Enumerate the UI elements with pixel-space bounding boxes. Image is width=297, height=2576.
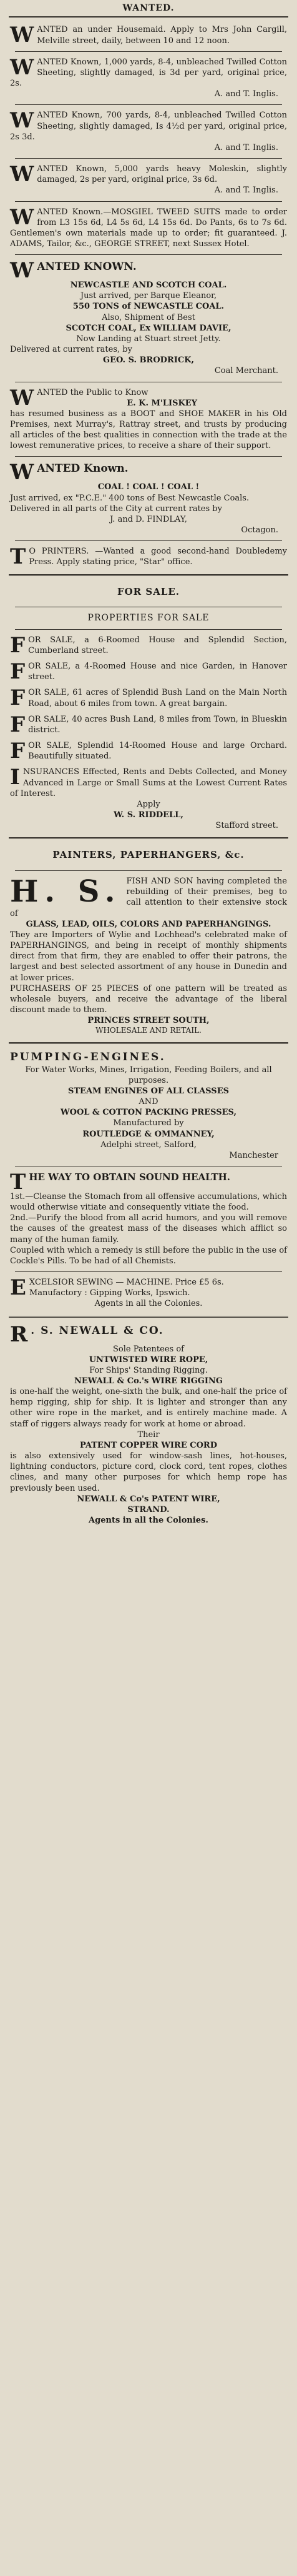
ad-line: SCOTCH COAL, Ex WILLIAM DAVIE, (66, 323, 231, 333)
ad-sale-40-acres (10, 714, 287, 735)
ad-line: STRAND. (127, 1504, 170, 1514)
ad-line: ROUTLEDGE & OMMANNEY, (82, 1129, 215, 1139)
divider (9, 574, 288, 576)
ad-cotton-sheeting-700 (10, 110, 287, 153)
ad-text: OR SALE, a 6-Roomed House and Splendid Section, Cumberland street. (28, 635, 287, 655)
drop-cap: F (10, 659, 26, 685)
divider (15, 254, 282, 255)
divider (15, 629, 282, 630)
ad-text: is also extensively used for window-sash lines, hot-houses, lightning conductors, picture cord, clock cord, tent ropes, clothes clines, and many other purposes for which hemp rope has previously been used. (10, 1451, 287, 1493)
ad-line: Sole Patentees of (113, 1344, 184, 1354)
drop-cap: T (10, 1169, 26, 1195)
ad-title: PUMPING-ENGINES. (10, 1051, 166, 1064)
ad-title: ANTED Known. (37, 462, 129, 475)
divider (15, 158, 282, 159)
ad-signature: J. and D. FINDLAY, (110, 514, 187, 524)
ad-coal-findlay (10, 462, 287, 535)
ad-insurances (10, 767, 287, 831)
ad-text: O PRINTERS. —Wanted a good second-hand Doubledemy Press. Apply stating price, "Star" office. (29, 547, 287, 567)
drop-cap: W (10, 385, 34, 410)
ad-line: STEAM ENGINES OF ALL CLASSES (68, 1086, 229, 1096)
ad-text: FISH AND SON having completed the rebuilding of their premises, beg to call attention to their extensive stock of (10, 877, 287, 918)
ad-line: 550 TONS of NEWCASTLE COAL. (72, 302, 225, 312)
ad-text: NSURANCES Effected, Rents and Debts Collected, and Money Advanced in Large or Small Sums at the Lowest Current Rates of Interest. (10, 767, 287, 798)
ad-signature: A. and T. Inglis. (214, 142, 278, 152)
ad-apply: Apply (137, 799, 160, 809)
ad-line: WOOL & COTTON PACKING PRESSES, (61, 1108, 236, 1118)
ad-line: UNTWISTED WIRE ROPE, (89, 1355, 208, 1365)
initials-logo: H. S. (10, 874, 122, 910)
ad-text: is one-half the weight, one-sixth the bulk, and one-half the price of hemp rigging, ship for ship. It is lighter and stronger than any other wire rope in the market, and is entirely machine made. A staff of riggers always ready for work at home or abroad. (10, 1387, 287, 1429)
ad-newcastle-scotch-coal (10, 260, 287, 376)
ad-text: They are Importers of Wylie and Lochhead's celebrated make of PAPERHANGINGS, and being in receipt of monthly shipments direct from that firm, they are enabled to offer their patrons, the largest and best selected assortment of any house in Dunedin and at lower prices. (10, 930, 287, 983)
divider (15, 540, 282, 541)
ad-line: AND (139, 1097, 158, 1107)
ad-signature: Octagon. (241, 525, 278, 535)
drop-cap: W (10, 108, 34, 134)
drop-cap: F (10, 738, 26, 764)
ad-text: ANTED Known.—MOSGIEL TWEED SUITS made to order from L3 15s 6d, L4 5s 6d, L4 15s 6d. Do Pants, 6s to 7s 6d. Gentlemen's own materials made up to order; fit guaranteed. J. ADAMS, Tailor, &c., GEORGE STREET, next Sussex Hotel. (10, 207, 287, 249)
ad-line: Manchester (229, 1150, 278, 1160)
ad-signature: A. and T. Inglis. (214, 186, 278, 196)
ad-sound-health (10, 1171, 287, 1266)
ad-hs-fish-and-son (10, 876, 287, 1036)
ad-housemaid (10, 24, 287, 46)
ad-tweed-suits (10, 204, 287, 250)
ad-text: ANTED an under Housemaid. Apply to Mrs John Cargill, Melville street, daily, between 10 and 12 noon. (37, 25, 287, 46)
for-sale-heading: FOR SALE. (117, 585, 180, 597)
ad-title: . S. NEWALL & CO. (31, 1324, 164, 1337)
ad-line: Their (137, 1430, 160, 1440)
divider (15, 104, 282, 105)
ad-title: ANTED KNOWN. (37, 261, 137, 274)
ad-line: Just arrived, per Barque Eleanor, (80, 291, 217, 301)
drop-cap: W (10, 204, 34, 230)
ad-goods: GLASS, LEAD, OILS, COLORS AND PAPERHANGINGS. (26, 919, 271, 929)
ad-text: PURCHASERS OF 25 PIECES of one pattern will be treated as wholesale buyers, and receive the advantage of the liberal discount made to them. (10, 983, 287, 1015)
ad-address: PRINCES STREET SOUTH, (87, 1016, 210, 1026)
divider (9, 1316, 288, 1318)
drop-cap: F (10, 632, 26, 658)
ad-line: Now Landing at Stuart street Jetty. (76, 334, 221, 344)
ad-pumping-engines (10, 1050, 287, 1161)
drop-cap: W (10, 460, 34, 485)
ad-line: COAL ! COAL ! COAL ! (97, 482, 200, 492)
drop-cap: E (10, 1275, 26, 1301)
ad-trade: WHOLESALE AND RETAIL. (95, 1026, 202, 1035)
ad-line: Manufactured by (113, 1118, 184, 1128)
ad-title: HE WAY TO OBTAIN SOUND HEALTH. (29, 1171, 231, 1183)
ad-signature: Coal Merchant. (214, 366, 278, 376)
painters-heading: PAINTERS, PAPERHANGERS, &c. (52, 849, 245, 861)
wanted-heading: WANTED. (122, 3, 175, 13)
ad-line: Agents in all the Colonies. (89, 1516, 208, 1526)
divider (15, 1271, 282, 1272)
ad-boot-shoe-maker (10, 387, 287, 452)
ad-text: OR SALE, a 4-Roomed House and nice Garden, in Hanover street. (28, 662, 287, 682)
drop-cap: W (10, 162, 34, 187)
ad-line: Also, Shipment of Best (102, 312, 195, 322)
ad-line: NEWALL & Co's PATENT WIRE, (77, 1494, 220, 1504)
ad-line: Adelphi street, Salford, (100, 1140, 197, 1150)
drop-cap: I (10, 765, 20, 790)
ad-line: NEWALL & Co.'s WIRE RIGGING (74, 1376, 223, 1386)
ad-sale-6-roomed (10, 632, 287, 658)
ad-signature: GEO. S. BRODRICK, (102, 356, 195, 366)
ad-text: Just arrived, ex "P.C.E." 400 tons of Best Newcastle Coals. (10, 493, 250, 503)
ad-text: OR SALE, 61 acres of Splendid Bush Land on the Main North Road, about 6 miles from town. A great bargain. (28, 688, 287, 709)
ad-excelsior-sewing-machine (10, 1277, 287, 1309)
ad-sale-4-roomed (10, 659, 287, 685)
ad-text: has resumed business as a BOOT and SHOE MAKER in his Old Premises, next Murray's, Rattray street, and trusts by producing all articles of the best qualities in connection with the trade at the lowest remunerative prices, to receive a share of their support. (10, 409, 287, 451)
drop-cap: F (10, 685, 26, 711)
drop-cap: F (10, 712, 26, 737)
ad-signature: Stafford street. (215, 821, 278, 831)
ad-line: NEWCASTLE AND SCOTCH COAL. (70, 281, 227, 291)
ad-line: For Ships' Standing Rigging. (89, 1365, 208, 1375)
divider (9, 1042, 288, 1044)
ad-sale-14-roomed (10, 740, 287, 762)
ad-text: OR SALE, Splendid 14-Roomed House and large Orchard. Beautifully situated. (28, 741, 287, 762)
ad-line: PATENT COPPER WIRE CORD (80, 1440, 217, 1450)
drop-cap: W (10, 22, 34, 48)
divider (15, 456, 282, 457)
ad-text: Delivered in all parts of the City at current rates by (10, 504, 222, 514)
ad-text: ANTED Known, 5,000 yards heavy Moleskin, slightly damaged, 2s per yard, original price, 3s 6d. (37, 164, 287, 185)
ad-cotton-sheeting-1000 (10, 54, 287, 100)
properties-heading: PROPERTIES FOR SALE (87, 613, 210, 624)
ad-text: OR SALE, 40 acres Bush Land, 8 miles from Town, in Blueskin district. (28, 714, 287, 735)
divider (15, 51, 282, 52)
drop-cap: T (10, 544, 26, 570)
drop-cap: R (10, 1321, 28, 1347)
ad-line: Delivered at current rates, by (10, 345, 132, 355)
ad-text: XCELSIOR SEWING — MACHINE. Price £5 6s. (29, 1278, 224, 1288)
ad-sale-61-acres (10, 687, 287, 709)
ad-text: Coupled with which a remedy is still before the public in the use of Cockle's Pills. To be had of all Chemists. (10, 1245, 287, 1266)
ad-text: 1st.—Cleanse the Stomach from all offensive accumulations, which would otherwise vitiate and consequently vitiate the food. (10, 1191, 287, 1213)
ad-text: For Water Works, Mines, Irrigation, Feeding Boilers, and all purposes. (25, 1065, 272, 1085)
ad-printers (10, 544, 287, 570)
ad-text: 2nd.—Purify the blood from all acrid humors, and you will remove the causes of the greatest mass of the diseases which afflict so many of the human family. (10, 1213, 287, 1245)
ad-text: Manufactory : Gipping Works, Ipswich. (29, 1288, 190, 1298)
ad-newall-wire-rope (10, 1321, 287, 1526)
divider (15, 870, 282, 871)
ad-text: ANTED Known, 1,000 yards, 8-4, unbleached Twilled Cotton Sheeting, slightly damaged, is 3d per yard, original price, 2s. (10, 57, 287, 89)
drop-cap: W (10, 54, 34, 80)
ad-signature: A. and T. Inglis. (214, 89, 278, 99)
ad-moleskin (10, 164, 287, 196)
ad-text: Agents in all the Colonies. (94, 1299, 203, 1309)
ad-text: ANTED Known, 700 yards, 8-4, unbleached Twilled Cotton Sheeting, slightly damaged, Is 4½d per yard, original price, 2s 3d. (10, 111, 287, 142)
divider (9, 837, 288, 839)
drop-cap: W (10, 258, 34, 284)
ad-name: E. K. M'LISKEY (127, 398, 197, 408)
divider (9, 16, 288, 18)
divider (15, 201, 282, 202)
ad-text: ANTED the Public to Know (37, 387, 148, 397)
ad-signature: W. S. RIDDELL, (114, 810, 183, 820)
